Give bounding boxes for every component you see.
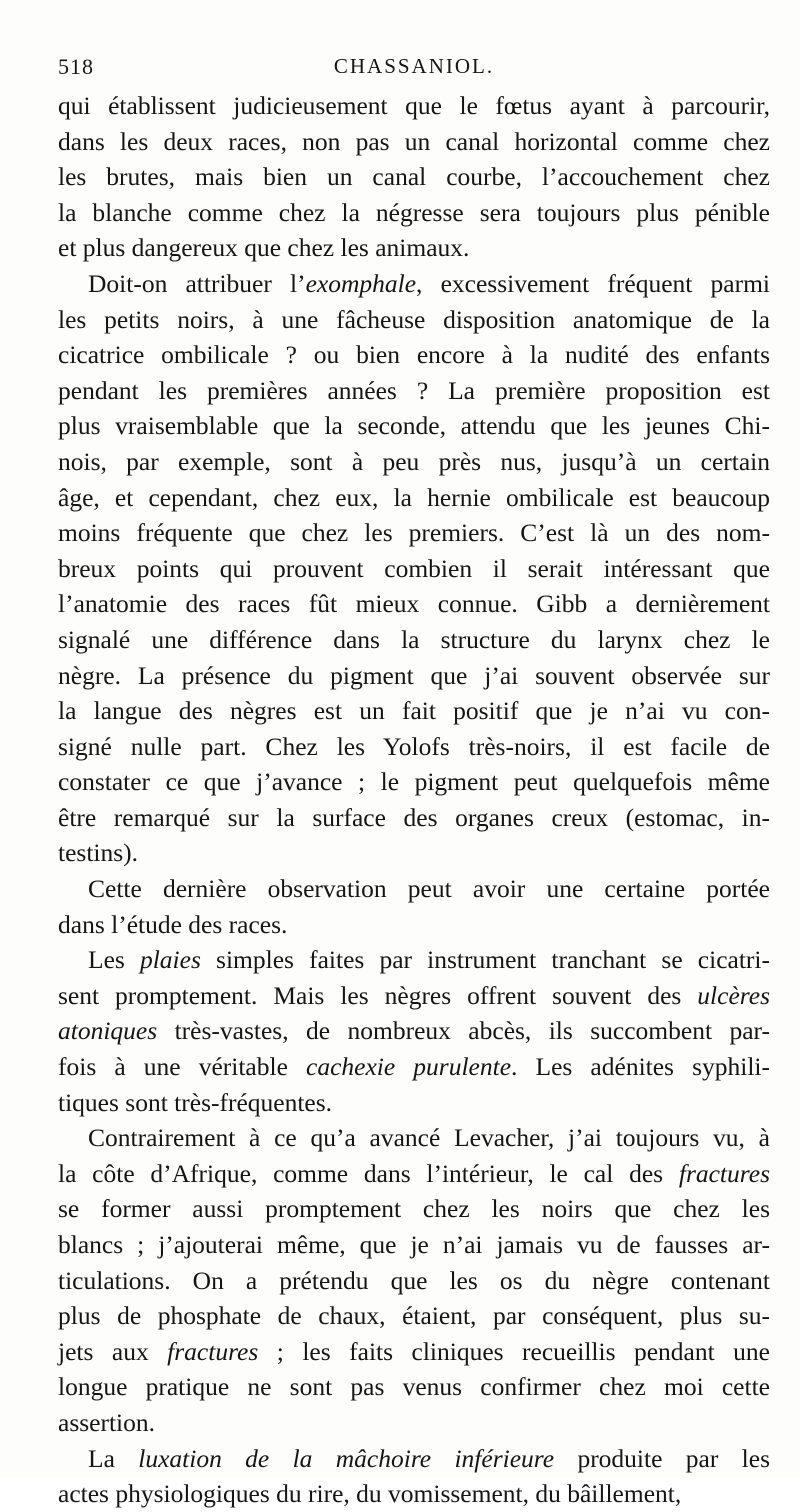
text-line: jets aux fractures ; les faits cliniques recueillis pendant une (58, 1336, 770, 1366)
text-line: signé nulle part. Chez les Yolofs très-noirs, il est facile de (58, 731, 770, 761)
paragraph (58, 942, 770, 1120)
text-line: tiques sont très-fréquentes. (58, 1087, 333, 1117)
text-line: Contrairement à ce qu’a avancé Levacher, j’ai toujours vu, à (88, 1123, 770, 1153)
text-line: fois à une véritable cachexie purulente. Les adénites syphili- (58, 1052, 771, 1082)
text-line: pendant les premières années ? La première proposition est (58, 375, 770, 405)
text-line: Les plaies simples faites par instrument tranchant se cicatri- (88, 945, 770, 975)
text-line: la langue des nègres est un fait positif que je n’ai vu con- (58, 696, 770, 726)
text-line: longue pratique ne sont pas venus confirmer chez moi cette (58, 1372, 770, 1402)
text-line: Doit-on attribuer l’exomphale, excessivement fréquent parmi (88, 268, 770, 298)
text-line: se former aussi promptement chez les noirs que chez les (58, 1194, 770, 1224)
text-line: nois, par exemple, sont à peu près nus, jusqu’à un certain (58, 446, 770, 476)
text-line: l’anatomie des races fût mieux connue. Gibb a dernièrement (58, 589, 770, 619)
paragraph (58, 88, 770, 266)
page-number: 518 (58, 54, 94, 79)
text-line: constater ce que j’avance ; le pigment peut quelquefois même (58, 767, 770, 797)
text-line: breux points qui prouvent combien il serait intéressant que (58, 553, 770, 583)
text-line: nègre. La présence du pigment que j’ai souvent observée sur (58, 660, 770, 690)
text-line: être remarqué sur la surface des organes creux (estomac, in- (58, 802, 770, 832)
text-line: actes physiologiques du rire, du vomissement, du bâillement, (58, 1479, 682, 1509)
text-line: Cette dernière observation peut avoir une certaine portée (88, 874, 770, 904)
paragraph (58, 871, 770, 942)
paragraph (58, 266, 770, 871)
text-line: signalé une différence dans la structure du larynx chez le (58, 624, 770, 654)
text-line: blancs ; j’ajouterai même, que je n’ai jamais vu de fausses ar- (58, 1230, 770, 1259)
text-line: testins). (58, 838, 139, 868)
text-line: et plus dangereux que chez les animaux. (58, 233, 470, 263)
text-line: qui établissent judicieusement que le fœtus ayant à parcourir, (58, 91, 770, 120)
text-line: âge, et cependant, chez eux, la hernie ombilicale est beaucoup (58, 482, 770, 512)
text-line: les petits noirs, à une fâcheuse disposition anatomique de la (58, 304, 770, 334)
paragraph (58, 1120, 770, 1440)
running-head: CHASSANIOL. (333, 54, 495, 78)
text-line: dans l’étude des races. (58, 909, 288, 939)
text-line: la blanche comme chez la négresse sera toujours plus pénible (58, 197, 770, 227)
text-line: les brutes, mais bien un canal courbe, l’accouchement chez (58, 162, 770, 192)
text-line: assertion. (58, 1407, 156, 1437)
text-line: cicatrice ombilicale ? ou bien encore à la nudité des enfants (58, 340, 770, 370)
text-line: dans les deux races, non pas un canal horizontal comme chez (58, 126, 770, 156)
text-line: la côte d’Afrique, comme dans l’intérieur, le cal des fractures (58, 1158, 770, 1188)
text-line: La luxation de la mâchoire inférieure produite par les (88, 1443, 770, 1473)
text-line: moins fréquente que chez les premiers. C’est là un des nom- (58, 518, 770, 548)
body-text (58, 88, 770, 1512)
text-line: ticulations. On a prétendu que les os du nègre contenant (58, 1265, 770, 1295)
text-line: plus vraisemblable que la seconde, attendu que les jeunes Chi- (58, 411, 770, 441)
paragraph (58, 1441, 770, 1512)
text-line: plus de phosphate de chaux, étaient, par conséquent, plus su- (58, 1301, 770, 1331)
text-line: atoniques très-vastes, de nombreux abcès, ils succombent par- (58, 1016, 770, 1046)
text-line: sent promptement. Mais les nègres offrent souvent des ulcères (58, 980, 770, 1010)
page-header (58, 54, 770, 84)
